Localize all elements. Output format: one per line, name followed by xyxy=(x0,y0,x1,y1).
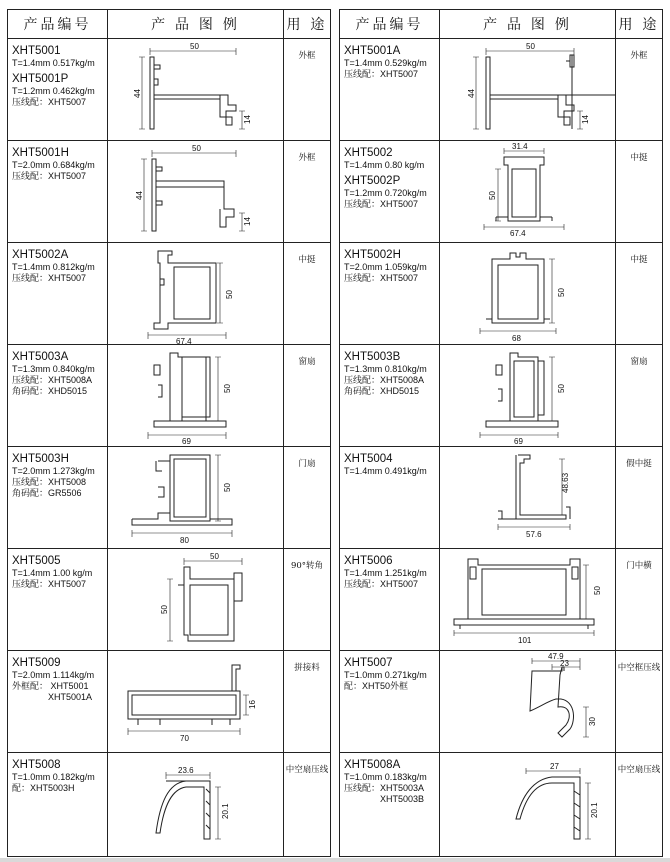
dimension-label: 101 xyxy=(518,636,532,645)
product-code: XHT5008 xyxy=(12,759,61,771)
product-spec: T=1.2mm 0.720kg/m xyxy=(344,188,427,198)
product-code: XHT5002H xyxy=(344,249,401,261)
dimension-label: 20.1 xyxy=(221,803,230,819)
dimension-label: 20.1 xyxy=(590,802,599,818)
product-code: XHT5002A xyxy=(12,249,69,261)
dimension-label: 50 xyxy=(210,552,219,561)
product-spec: T=1.4mm 0.812kg/m xyxy=(12,262,95,272)
product-row xyxy=(8,39,330,141)
product-row xyxy=(8,651,330,753)
dimension-label: 80 xyxy=(180,536,189,545)
product-spec: T=1.4mm 1.00 kg/m xyxy=(12,568,93,578)
product-info xyxy=(340,243,440,344)
product-note: 配：XHT5003H xyxy=(12,783,75,793)
product-row xyxy=(340,345,662,447)
dimension-label: 50 xyxy=(223,483,232,492)
profile-drawing xyxy=(440,345,616,446)
header-code: 产品编号 xyxy=(340,10,440,38)
dimension-label: 50 xyxy=(526,42,535,51)
product-row xyxy=(340,39,662,141)
product-note: 压线配：XHT5007 xyxy=(344,579,419,589)
dimension-label: 14 xyxy=(581,115,590,124)
dimension-label: 50 xyxy=(488,191,497,200)
product-use: 中空扇压线 xyxy=(285,765,329,775)
dimension-label: 69 xyxy=(182,437,191,446)
product-row xyxy=(8,141,330,243)
profile-svg xyxy=(108,651,284,752)
product-info xyxy=(8,651,108,752)
profile-drawing xyxy=(108,753,284,856)
product-spec: T=2.0mm 1.273kg/m xyxy=(12,466,95,476)
profile-drawing xyxy=(108,243,284,344)
product-info xyxy=(8,141,108,242)
product-code: XHT5001A xyxy=(344,45,401,57)
product-row xyxy=(340,243,662,345)
product-use: 中挺 xyxy=(298,255,316,265)
dimension-label: 16 xyxy=(248,700,257,709)
product-row xyxy=(340,651,662,753)
profile-svg xyxy=(440,753,616,854)
product-spec: T=2.0mm 0.684kg/m xyxy=(12,160,95,170)
product-use: 外框 xyxy=(630,51,648,61)
product-info xyxy=(340,39,440,140)
profile-drawing xyxy=(440,447,616,548)
product-note: 角码配：GR5506 xyxy=(12,488,82,498)
product-info xyxy=(8,753,108,856)
dimension-label: 48.63 xyxy=(561,472,570,493)
product-note: 压线配：XHT5007 xyxy=(344,199,419,209)
product-note: 压线配：XHT5008A xyxy=(344,375,425,385)
profile-svg xyxy=(440,447,616,548)
profile-drawing xyxy=(108,39,284,140)
product-row xyxy=(340,447,662,549)
profile-svg xyxy=(440,141,616,242)
dimension-label: 67.4 xyxy=(176,337,192,344)
product-use: 中空扇压线 xyxy=(617,765,661,775)
product-row xyxy=(8,447,330,549)
dimension-label: 44 xyxy=(135,191,144,200)
product-info xyxy=(8,345,108,446)
profile-drawing xyxy=(440,753,616,856)
profile-drawing xyxy=(108,141,284,242)
profile-svg xyxy=(108,141,284,242)
dimension-label: 27 xyxy=(550,762,559,771)
product-note: 压线配：XHT5008A xyxy=(12,375,93,385)
dimension-label: 31.4 xyxy=(512,142,528,151)
product-info xyxy=(8,549,108,650)
dimension-label: 50 xyxy=(557,384,566,393)
product-code: XHT5001H xyxy=(12,147,69,159)
profile-drawing xyxy=(108,447,284,548)
product-spec: T=1.4mm 1.251kg/m xyxy=(344,568,427,578)
profile-svg xyxy=(108,549,284,650)
product-code: XHT5003A xyxy=(12,351,69,363)
product-row xyxy=(340,549,662,651)
product-code: XHT5003B xyxy=(344,351,401,363)
product-code: XHT5008A xyxy=(344,759,401,771)
table-header xyxy=(8,10,330,39)
product-spec: T=1.0mm 0.182kg/m xyxy=(12,772,95,782)
dimension-label: 44 xyxy=(133,89,142,98)
product-info xyxy=(340,345,440,446)
dimension-label: 23 xyxy=(560,659,569,668)
product-note: 压线配：XHT5003A xyxy=(344,783,425,793)
profile-drawing xyxy=(108,651,284,752)
product-note: XHT5001A xyxy=(48,692,93,702)
product-use: 窗扇 xyxy=(298,357,316,367)
product-row xyxy=(8,549,330,651)
product-use: 窗扇 xyxy=(630,357,648,367)
dimension-label: 50 xyxy=(223,384,232,393)
product-spec: T=2.0mm 1.059kg/m xyxy=(344,262,427,272)
product-code: XHT5005 xyxy=(12,555,61,567)
product-code: XHT5003H xyxy=(12,453,69,465)
profile-svg xyxy=(108,345,284,446)
product-use: 外框 xyxy=(298,153,316,163)
product-info xyxy=(8,39,108,140)
page-edge-bar xyxy=(0,858,670,862)
product-code: XHT5001P xyxy=(12,73,69,85)
product-use: 门扇 xyxy=(298,459,316,469)
product-note: 配：XHT50外框 xyxy=(344,681,409,691)
dimension-label: 68 xyxy=(512,334,521,343)
dimension-label: 50 xyxy=(593,586,602,595)
product-note: 压线配：XHT5007 xyxy=(12,579,87,589)
product-spec: T=1.4mm 0.80 kg/m xyxy=(344,160,425,170)
product-info xyxy=(340,753,440,856)
product-note: 角码配：XHD5015 xyxy=(12,386,88,396)
profile-drawing xyxy=(440,39,616,140)
product-row xyxy=(340,753,662,856)
product-note: 压线配：XHT5007 xyxy=(12,273,87,283)
profile-drawing xyxy=(108,549,284,650)
product-row xyxy=(340,141,662,243)
product-use: 假中挺 xyxy=(626,459,652,469)
product-note: 压线配：XHT5007 xyxy=(344,69,419,79)
product-spec: T=2.0mm 1.114kg/m xyxy=(12,670,95,680)
dimension-label: 57.6 xyxy=(526,530,542,539)
dimension-label: 23.6 xyxy=(178,766,194,775)
dimension-label: 14 xyxy=(243,115,252,124)
dimension-label: 50 xyxy=(557,288,566,297)
product-spec: T=1.0mm 0.271kg/m xyxy=(344,670,427,680)
profile-svg xyxy=(440,345,616,446)
dimension-label: 50 xyxy=(225,290,234,299)
dimension-label: 44 xyxy=(467,89,476,98)
product-note: 外框配： XHT5001 xyxy=(12,681,89,691)
dimension-label: 70 xyxy=(180,734,189,743)
product-use: 中挺 xyxy=(630,255,648,265)
header-figure: 产 品 图 例 xyxy=(440,10,616,38)
catalog-table-right xyxy=(339,9,663,857)
product-row xyxy=(8,753,330,856)
product-note: 压线配：XHT5007 xyxy=(12,171,87,181)
product-note: 压线配：XHT5007 xyxy=(12,97,87,107)
product-use: 中挺 xyxy=(630,153,648,163)
product-use: 中空框压线 xyxy=(617,663,661,673)
dimension-label: 69 xyxy=(514,437,523,446)
dimension-label: 30 xyxy=(588,717,597,726)
product-use: 门中横 xyxy=(626,561,652,571)
profile-drawing xyxy=(440,243,616,344)
product-note: 压线配：XHT5007 xyxy=(344,273,419,283)
product-code: XHT5001 xyxy=(12,45,61,57)
dimension-label: 50 xyxy=(192,144,201,153)
profile-drawing xyxy=(108,345,284,446)
product-code: XHT5007 xyxy=(344,657,393,669)
product-row xyxy=(8,243,330,345)
product-info xyxy=(8,447,108,548)
product-note: 角码配：XHD5015 xyxy=(344,386,420,396)
product-code: XHT5006 xyxy=(344,555,393,567)
profile-svg xyxy=(440,549,616,650)
dimension-label: 50 xyxy=(190,42,199,51)
profile-drawing xyxy=(440,651,616,752)
product-spec: T=1.4mm 0.529kg/m xyxy=(344,58,427,68)
dimension-label: 47.9 xyxy=(548,652,564,661)
profile-svg xyxy=(108,243,284,344)
product-spec: T=1.3mm 0.810kg/m xyxy=(344,364,427,374)
profile-svg xyxy=(108,753,284,854)
product-use: 外框 xyxy=(298,51,316,61)
product-use: 拼接料 xyxy=(294,663,320,673)
dimension-label: 50 xyxy=(160,605,169,614)
profile-svg xyxy=(440,243,616,344)
profile-drawing xyxy=(440,549,616,650)
table-header xyxy=(340,10,662,39)
product-code: XHT5004 xyxy=(344,453,393,465)
product-spec: T=1.0mm 0.183kg/m xyxy=(344,772,427,782)
product-spec: T=1.3mm 0.840kg/m xyxy=(12,364,95,374)
product-spec: T=1.4mm 0.517kg/m xyxy=(12,58,95,68)
product-code: XHT5002 xyxy=(344,147,393,159)
product-note: XHT5003B xyxy=(380,794,425,804)
profile-svg xyxy=(440,651,616,752)
product-spec: T=1.2mm 0.462kg/m xyxy=(12,86,95,96)
header-figure: 产 品 图 例 xyxy=(108,10,284,38)
product-row xyxy=(8,345,330,447)
dimension-label: 14 xyxy=(243,217,252,226)
profile-svg xyxy=(440,39,616,140)
product-code: XHT5009 xyxy=(12,657,61,669)
dimension-label: 67.4 xyxy=(510,229,526,238)
profile-svg xyxy=(108,447,284,548)
header-use: 用 途 xyxy=(618,16,660,32)
product-info xyxy=(340,549,440,650)
product-info xyxy=(340,141,440,242)
product-info xyxy=(340,447,440,548)
product-spec: T=1.4mm 0.491kg/m xyxy=(344,466,427,476)
product-note: 压线配：XHT5008 xyxy=(12,477,87,487)
profile-svg xyxy=(108,39,284,140)
product-use: 90°转角 xyxy=(290,561,324,571)
profile-drawing xyxy=(440,141,616,242)
catalog-table-left xyxy=(7,9,331,857)
product-info xyxy=(8,243,108,344)
header-code: 产品编号 xyxy=(8,10,108,38)
product-info xyxy=(340,651,440,752)
product-code: XHT5002P xyxy=(344,175,401,187)
header-use: 用 途 xyxy=(286,16,328,32)
